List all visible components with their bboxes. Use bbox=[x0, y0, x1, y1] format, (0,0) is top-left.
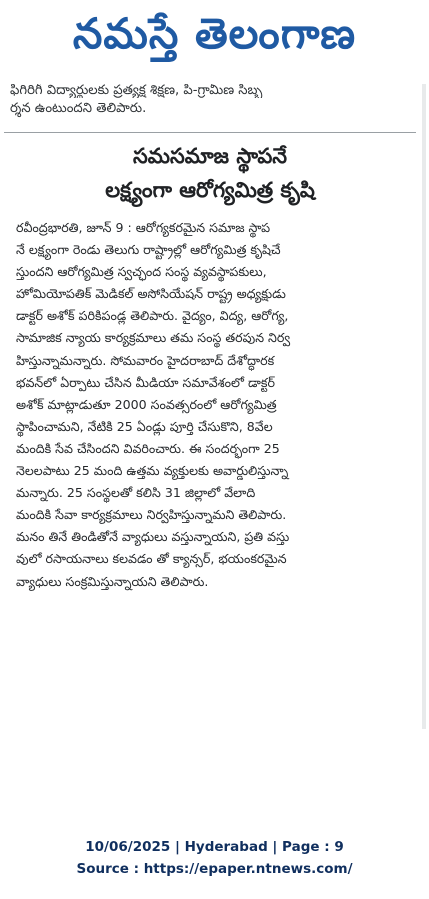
body-line: డాక్టర్ అశోక్ పరికిపండ్ల తెలిపారు. వైద్యం, విద్య, ఆరోగ్య, bbox=[16, 308, 289, 324]
body-line: మన్నారు. 25 సంస్థలతో కలిసి 31 జిల్లాలో వేలాది bbox=[16, 485, 256, 501]
body-line: అశోక్ మాట్లాడుతూ 2000 సంవత్సరంలో ఆరోగ్యమిత్ర bbox=[16, 396, 277, 412]
body-line: మందికి సేవ చేసిందని వివరించారు. ఈ సందర్భంగా 25 bbox=[16, 440, 280, 456]
body-line: వులో రసాయనాలు కలవడం తో క్యాన్సర్, భయంకరమైన bbox=[16, 551, 287, 567]
body-line: హోమియోపతిక్ మెడికల్ అసోసియేషన్ రాష్ట్ర అధ్యక్షుడు bbox=[16, 286, 286, 302]
previous-article-snippet bbox=[4, 84, 416, 120]
article-headline bbox=[4, 139, 416, 207]
edition-info: 10/06/2025 | Hyderabad | Page : 9 bbox=[85, 839, 344, 855]
article-body bbox=[4, 217, 416, 593]
body-line: వ్యాధులు సంక్రమిస్తున్నాయని తెలిపారు. bbox=[16, 573, 209, 589]
body-line: మందికి సేవా కార్యక్రమాలు నిర్వహిస్తున్నామని తెలిపారు. bbox=[16, 507, 287, 523]
headline-line: లక్ష్యంగా ఆరోగ్యమిత్ర కృషి bbox=[105, 178, 315, 202]
body-line: మనం తినే తిండితోనే వ్యాధులు వస్తున్నాయని, ప్రతి వస్తు bbox=[16, 529, 290, 545]
body-line: నే లక్ష్యంగా రెండు తెలుగు రాష్ట్రాల్లో ఆరోగ్యమిత్ర కృషిచే bbox=[16, 242, 281, 258]
newspaper-logo: నమస్తే తెలంగాణ bbox=[72, 9, 357, 58]
body-line: నెలలపాటు 25 మంది ఉత్తమ వ్యక్తులకు అవార్డులిస్తున్నా bbox=[16, 463, 289, 479]
source-link[interactable]: Source : https://epaper.ntnews.com/ bbox=[76, 861, 353, 877]
previous-article-line: ర్శన ఉంటుందని తెలిపారు. bbox=[10, 101, 147, 116]
masthead bbox=[0, 0, 429, 78]
body-line: భవన్‌లో ఏర్పాటు చేసిన మీడియా సమావేశంలో డాక్టర్ bbox=[16, 374, 275, 390]
previous-article-line: ఫిగిరిగీ విద్యార్థులకు ప్రత్యక్ష శిక్షణ, పి-గ్రామీణ సిబ్బ bbox=[10, 84, 263, 98]
section-divider bbox=[4, 132, 416, 133]
headline-line: సమసమాజ స్థాపనే bbox=[133, 144, 287, 168]
page-footer bbox=[0, 836, 429, 880]
body-line: హిస్తున్నామన్నారు. సోమవారం హైదరాబాద్ దేశోద్ధారక bbox=[16, 352, 275, 368]
clipping-edge bbox=[422, 84, 426, 729]
body-line: స్తుందని ఆరోగ్యమిత్ర స్వచ్ఛంద సంస్థ వ్యవస్థాపకులు, bbox=[16, 264, 267, 280]
body-line: సామాజిక న్యాయ కార్యక్రమాలు తమ సంస్థ తరపున నిర్వ bbox=[16, 330, 291, 346]
body-line: స్థాపించామని, నేటికి 25 ఏండ్లు పూర్తి చేసుకొని, 8వేల bbox=[16, 418, 273, 434]
body-line: రవీంద్రభారతి, జూన్ 9 : ఆరోగ్యకరమైన సమాజ స్థాప bbox=[16, 220, 271, 235]
article-clipping bbox=[4, 84, 416, 593]
